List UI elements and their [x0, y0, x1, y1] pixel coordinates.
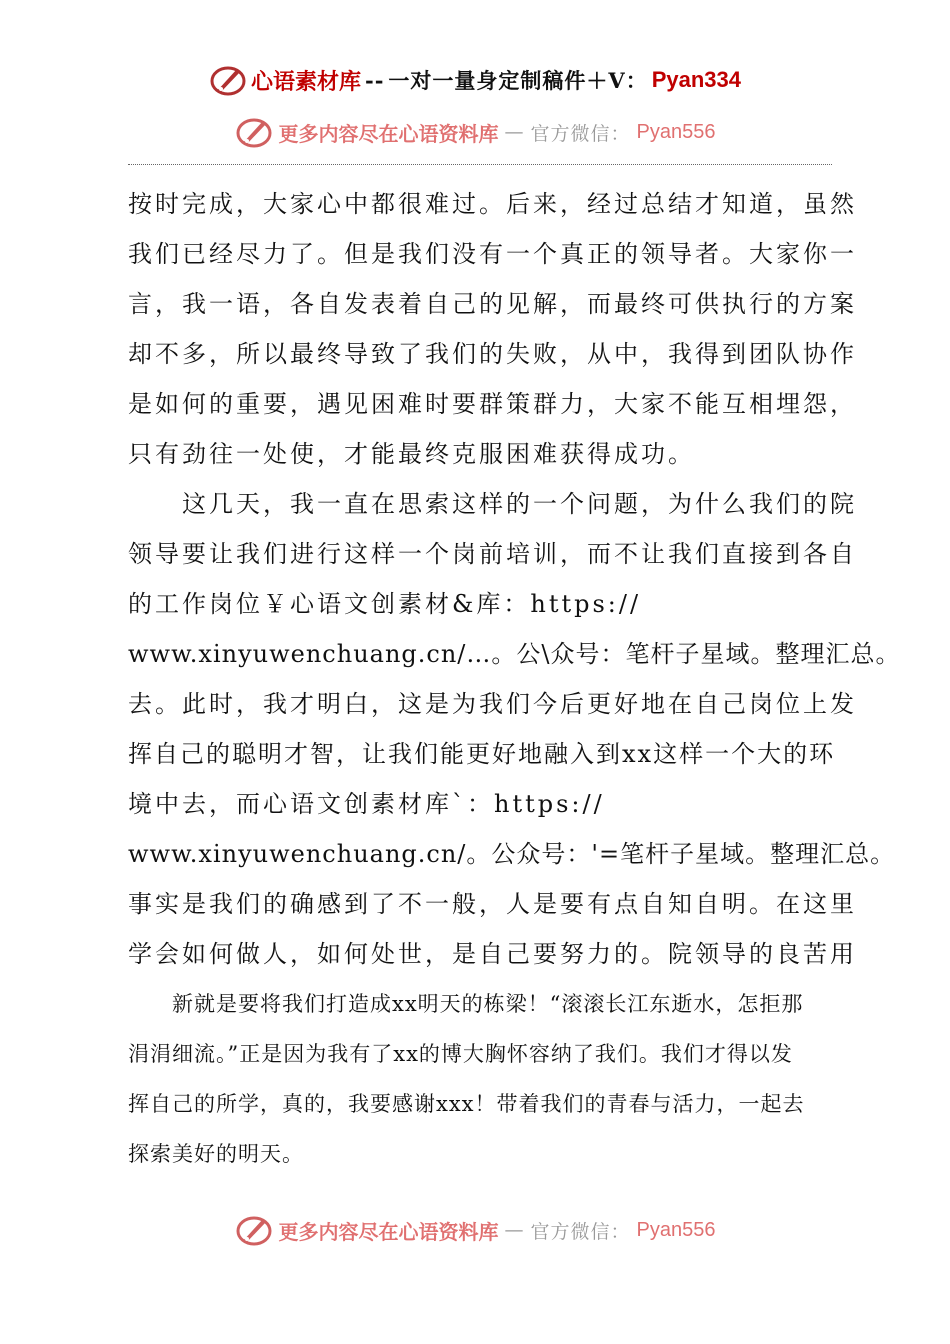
banner-wechat: Pyan556 [636, 1218, 716, 1241]
page-header [0, 62, 950, 98]
closing-line: 新就是要将我们打造成xx明天的栋梁！“滚滚长江东逝水，怎拒那 [128, 992, 804, 1016]
body-line: 只有劲往一处使，才能最终克服困难获得成功。 [128, 440, 695, 468]
body-line: 按时完成，大家心中都很难过。后来，经过总结才知道，虽然 [128, 190, 857, 218]
body-line: 领导要让我们进行这样一个岗前培训，而不让我们直接到各自 [128, 540, 857, 568]
body-line: 事实是我们的确感到了不一般，人是要有点自知自明。在这里 [128, 890, 857, 918]
banner-sub: 官方微信： [530, 1220, 631, 1243]
banner-wechat: Pyan556 [636, 120, 716, 143]
pen-logo-icon [209, 63, 247, 97]
banner-text: 更多内容尽在心语资料库 [278, 121, 499, 146]
header-divider [128, 164, 832, 165]
closing-line: 探索美好的明天。 [128, 1142, 304, 1166]
closing-line: 挥自己的所学，真的，我要感谢xxx！带着我们的青春与活力，一起去 [128, 1092, 805, 1116]
banner-sub: 官方微信： [530, 122, 631, 145]
body-line: 是如何的重要，遇见困难时要群策群力，大家不能互相埋怨， [128, 390, 857, 418]
header-slogan: 一对一量身定制稿件＋V： [388, 68, 648, 93]
pen-logo-icon [235, 1213, 273, 1247]
pen-logo-icon [235, 115, 273, 149]
header-wechat: Pyan334 [651, 67, 742, 92]
header-brand: 心语素材库 [250, 68, 361, 95]
body-line: www.xinyuwenchuang.cn/。公众号：'=笔杆子星域。整理汇总。 [128, 840, 896, 868]
body-line: 这几天，我一直在思索这样的一个问题，为什么我们的院 [128, 490, 857, 518]
body-line: 境中去，而心语文创素材库`：https:// [128, 790, 605, 818]
body-line: 我们已经尽力了。但是我们没有一个真正的领导者。大家你一 [128, 240, 857, 268]
body-line: 学会如何做人，如何处世，是自己要努力的。院领导的良苦用 [128, 940, 857, 968]
body-line: 的工作岗位￥心语文创素材&库：https:// [128, 590, 642, 618]
closing-line: 涓涓细流。”正是因为我有了xx的博大胸怀容纳了我们。我们才得以发 [128, 1042, 793, 1066]
header-separator: -- [364, 67, 385, 93]
body-line: 却不多，所以最终导致了我们的失败，从中，我得到团队协作 [128, 340, 857, 368]
body-line: www.xinyuwenchuang.cn/…。公\众号：笔杆子星域。整理汇总。 [128, 640, 901, 668]
banner-text: 更多内容尽在心语资料库 [278, 1219, 499, 1244]
body-line: 言，我一语，各自发表着自己的见解，而最终可供执行的方案 [128, 290, 857, 318]
banner-dash: — [504, 1219, 525, 1241]
banner-dash: — [504, 121, 525, 143]
bottom-banner [0, 1210, 950, 1250]
body-line: 去。此时，我才明白，这是为我们今后更好地在自己岗位上发 [128, 690, 857, 718]
body-line: 挥自己的聪明才智，让我们能更好地融入到xx这样一个大的环 [128, 740, 836, 768]
top-banner [0, 112, 950, 152]
